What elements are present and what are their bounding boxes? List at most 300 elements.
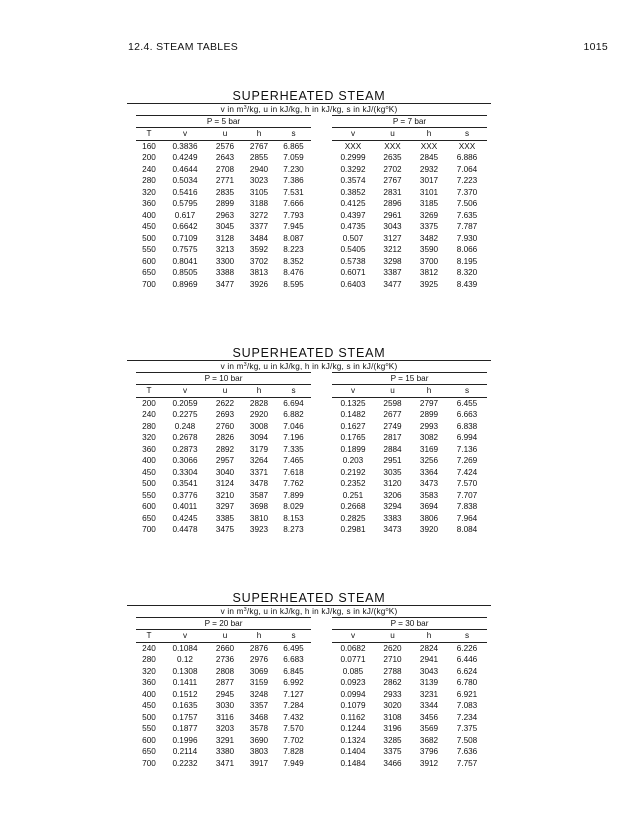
header-row [332, 385, 487, 397]
table-cell: 7.618 [283, 467, 304, 477]
units-superscript: o [385, 362, 389, 368]
table-cell: 7.465 [283, 456, 304, 465]
table-cell: 8.595 [283, 279, 304, 289]
table-cell: 0.2873 [172, 444, 198, 454]
table-cell: 2620 [383, 643, 402, 653]
table-cell: 7.335 [283, 444, 304, 454]
table-cell: 320 [142, 666, 156, 676]
table-title: SUPERHEATED STEAM [232, 346, 386, 360]
column-header: h [242, 385, 276, 397]
table-cell: 3159 [249, 678, 269, 687]
table-cell: 0.2999 [340, 153, 366, 162]
table-cell: 3920 [419, 525, 439, 534]
table-cell: 3212 [383, 245, 402, 254]
table-cell: 500 [142, 479, 156, 488]
table-cell: 3300 [215, 256, 235, 266]
table-cell: 7.424 [456, 467, 478, 477]
table-cell: 8.273 [283, 525, 304, 534]
table-cell: 3583 [419, 490, 439, 500]
table-cell: 3285 [383, 735, 402, 745]
table-cell: 3925 [419, 279, 439, 289]
table-cell: 3364 [419, 467, 439, 477]
table-cell: 3473 [419, 479, 439, 488]
data-table [136, 385, 311, 536]
table-cell: 320 [142, 433, 156, 442]
table-cell: 0.5405 [340, 245, 366, 254]
table-cell: 600 [142, 735, 156, 745]
table-cell: 3213 [215, 245, 235, 254]
table-row [332, 140, 487, 152]
table-cell: 3291 [215, 735, 235, 745]
column-header: u [208, 128, 242, 140]
table-cell: 3188 [249, 199, 269, 208]
table-cell: 6.838 [456, 421, 478, 431]
table-row [332, 677, 487, 689]
table-cell: 3387 [383, 268, 402, 277]
table-cell: 360 [142, 199, 156, 208]
table-cell: 550 [142, 724, 156, 733]
table-cell: 3477 [215, 279, 235, 289]
table-cell: 2828 [249, 398, 269, 408]
table-cell: 3912 [419, 758, 439, 768]
table-cell: 3017 [419, 176, 439, 185]
table-cell: 3813 [249, 268, 269, 277]
table-row [332, 746, 487, 758]
table-cell: 7.964 [456, 513, 478, 523]
table-cell: 0.4644 [172, 164, 198, 174]
table-cell: 7.762 [283, 479, 304, 488]
table-cell: 700 [142, 525, 156, 534]
table-row [136, 198, 311, 210]
table-row [332, 490, 487, 502]
table-cell: 3269 [419, 210, 439, 220]
table-cell: 6.992 [283, 678, 304, 687]
table-cell: 0.2678 [172, 433, 198, 442]
table-cell: 3926 [249, 279, 269, 289]
table-pair [127, 115, 491, 325]
table-cell: 2993 [419, 421, 439, 431]
column-header: v [332, 630, 374, 642]
table-row [332, 175, 487, 187]
column-header: s [447, 385, 487, 397]
table-cell: 7.375 [456, 724, 478, 733]
table-cell: 2951 [383, 456, 402, 465]
units-text: K) [388, 105, 398, 114]
table-cell: 3477 [383, 279, 402, 289]
column-header: T [136, 385, 162, 397]
table-cell: 3471 [215, 758, 235, 768]
table-cell: 0.3292 [340, 164, 366, 174]
table-cell: 3388 [215, 268, 235, 277]
column-header: v [332, 385, 374, 397]
table-row [136, 735, 311, 747]
table-cell: 8.223 [283, 245, 304, 254]
data-table [332, 128, 487, 290]
table-row [332, 164, 487, 176]
table-cell: 0.0682 [340, 643, 366, 653]
units-superscript: 3 [243, 105, 247, 111]
table-cell: 3108 [383, 712, 402, 722]
table-cell: 8.320 [456, 268, 478, 277]
column-header: h [411, 385, 447, 397]
table-cell: 400 [142, 210, 156, 220]
table-row [136, 279, 311, 291]
table-cell: 0.1079 [340, 701, 366, 710]
table-cell: 0.5034 [172, 176, 198, 185]
table-cell: 3264 [249, 456, 269, 465]
table-cell: 2892 [215, 444, 235, 454]
table-cell: 3923 [249, 525, 269, 534]
data-table [136, 630, 311, 769]
table-cell: 3020 [383, 701, 402, 710]
table-cell: 7.370 [456, 187, 478, 197]
table-cell: 6.994 [456, 433, 478, 442]
header-row [136, 385, 311, 397]
table-row [136, 467, 311, 479]
table-cell: 3375 [419, 222, 439, 231]
table-cell: 2710 [383, 655, 402, 664]
table-cell: 0.2192 [340, 467, 366, 477]
table-cell: 7.432 [283, 712, 304, 722]
table-row [136, 654, 311, 666]
units-text: K) [388, 362, 398, 371]
table-cell: 0.4397 [340, 210, 366, 220]
table-cell: 3578 [249, 724, 269, 733]
table-cell: 3385 [215, 513, 235, 523]
table-row [332, 256, 487, 268]
table-cell: 8.153 [283, 513, 304, 523]
table-cell: 3179 [249, 444, 269, 454]
table-cell: 6.446 [456, 655, 478, 664]
table-cell: 3694 [419, 502, 439, 511]
table-cell: 2855 [249, 153, 269, 162]
table-row [332, 409, 487, 421]
table-row [136, 490, 311, 502]
table-cell: 8.087 [283, 233, 304, 243]
table-cell: 7.506 [456, 199, 478, 208]
table-cell: 2945 [215, 689, 235, 699]
table-cell: 0.0994 [340, 689, 366, 699]
table-cell: 0.7109 [172, 233, 198, 243]
right-pressure-table [332, 372, 487, 536]
table-cell: 3256 [419, 456, 439, 465]
table-cell: XXX [420, 141, 438, 151]
table-row [332, 198, 487, 210]
table-row [136, 666, 311, 678]
table-row [136, 689, 311, 701]
table-pair [127, 617, 491, 827]
table-cell: 3700 [419, 256, 439, 266]
table-row [332, 279, 487, 291]
table-cell: 0.6071 [340, 268, 366, 277]
table-cell: 0.1635 [172, 701, 198, 710]
table-row [136, 444, 311, 456]
table-cell: 0.3776 [172, 490, 198, 500]
table-cell: 2957 [215, 456, 235, 465]
table-cell: 2693 [215, 410, 235, 419]
table-row [332, 455, 487, 467]
table-cell: 2767 [249, 141, 269, 151]
table-row [136, 210, 311, 222]
table-row [332, 700, 487, 712]
table-cell: 3812 [419, 268, 439, 277]
table-cell: 3203 [215, 724, 235, 733]
table-cell: 3690 [249, 735, 269, 745]
table-cell: 0.2668 [340, 502, 366, 511]
table-cell: 0.8505 [172, 268, 198, 277]
table-cell: 0.3574 [340, 176, 366, 185]
table-cell: 6.624 [456, 666, 478, 676]
table-row [136, 712, 311, 724]
column-header: T [136, 128, 162, 140]
table-cell: 2736 [215, 655, 235, 664]
table-row [136, 723, 311, 735]
units-caption [127, 361, 491, 372]
table-row [332, 444, 487, 456]
column-header: h [242, 630, 276, 642]
table-cell: 0.2352 [340, 479, 366, 488]
units-text: v in m [220, 105, 244, 114]
table-row [332, 689, 487, 701]
table-cell: 600 [142, 502, 156, 511]
table-cell: 6.780 [456, 678, 478, 687]
table-cell: 0.085 [342, 666, 364, 676]
units-superscript: 3 [243, 362, 247, 368]
table-cell: 650 [142, 747, 156, 756]
table-row [332, 712, 487, 724]
table-cell: 2598 [383, 398, 402, 408]
table-cell: 2933 [383, 689, 402, 699]
pressure-label: P = 15 bar [332, 372, 487, 385]
table-cell: 2808 [215, 666, 235, 676]
header-row [136, 128, 311, 140]
column-header: u [374, 385, 411, 397]
table-cell: 6.495 [283, 643, 304, 653]
table-cell: 3294 [383, 502, 402, 511]
table-cell: 0.1627 [340, 421, 366, 431]
table-cell: 0.6642 [172, 222, 198, 231]
table-row [332, 244, 487, 256]
table-cell: 400 [142, 689, 156, 699]
table-cell: 7.223 [456, 176, 478, 185]
table-cell: 0.1996 [172, 735, 198, 745]
table-cell: 2576 [215, 141, 235, 151]
table-row [332, 421, 487, 433]
table-row [136, 758, 311, 770]
table-cell: 7.508 [456, 735, 478, 745]
table-cell: 2677 [383, 410, 402, 419]
table-row [136, 677, 311, 689]
table-cell: 7.899 [283, 490, 304, 500]
table-cell: 8.066 [456, 245, 478, 254]
table-title: SUPERHEATED STEAM [232, 89, 386, 103]
table-cell: 2940 [249, 164, 269, 174]
table-cell: 2876 [249, 643, 269, 653]
table-cell: 0.1482 [340, 410, 366, 419]
table-row [136, 244, 311, 256]
table-cell: 3185 [419, 199, 439, 208]
table-cell: 3377 [249, 222, 269, 231]
table-cell: 0.251 [342, 490, 364, 500]
table-cell: 6.694 [283, 398, 304, 408]
table-row [332, 666, 487, 678]
table-cell: 2771 [215, 176, 235, 185]
table-row [332, 501, 487, 513]
table-row [332, 397, 487, 409]
table-row [332, 233, 487, 245]
table-cell: 3917 [249, 758, 269, 768]
table-cell: 3128 [215, 233, 235, 243]
table-cell: 0.1757 [172, 712, 198, 722]
table-cell: 7.234 [456, 712, 478, 722]
table-cell: 7.945 [283, 222, 304, 231]
table-cell: 3475 [215, 525, 235, 534]
table-cell: 0.5416 [172, 187, 198, 197]
pressure-label: P = 20 bar [136, 617, 311, 630]
table-cell: XXX [384, 141, 401, 151]
table-cell: 0.12 [177, 655, 193, 664]
table-cell: 6.845 [283, 666, 304, 676]
table-cell: 280 [142, 176, 156, 185]
pressure-label: P = 5 bar [136, 115, 311, 128]
table-cell: 400 [142, 456, 156, 465]
table-cell: 2941 [419, 655, 439, 664]
table-cell: 3101 [419, 187, 439, 197]
table-cell: 2884 [383, 444, 402, 454]
pressure-label: P = 30 bar [332, 617, 487, 630]
column-header: T [136, 630, 162, 642]
table-cell: 600 [142, 256, 156, 266]
table-cell: 3069 [249, 666, 269, 676]
table-cell: 0.203 [342, 456, 364, 465]
table-cell: 0.1877 [172, 724, 198, 733]
table-cell: 0.8041 [172, 256, 198, 266]
table-pair [127, 372, 491, 582]
table-cell: 7.838 [456, 502, 478, 511]
table-row [136, 524, 311, 536]
table-cell: 6.886 [456, 153, 478, 162]
table-cell: 7.269 [456, 456, 478, 465]
data-table [332, 385, 487, 536]
table-cell: 3120 [383, 479, 402, 488]
table-row [332, 524, 487, 536]
table-cell: 8.476 [283, 268, 304, 277]
table-cell: 0.617 [174, 210, 196, 220]
table-row [136, 478, 311, 490]
table-cell: 2797 [419, 398, 439, 408]
table-cell: 6.226 [456, 643, 478, 653]
left-pressure-table [136, 115, 311, 290]
table-title: SUPERHEATED STEAM [232, 591, 386, 605]
table-cell: 0.5795 [172, 199, 198, 208]
table-cell: 8.352 [283, 256, 304, 266]
table-cell: 3040 [215, 467, 235, 477]
units-text: v in m [220, 362, 244, 371]
column-header: s [447, 128, 487, 140]
header-row [332, 128, 487, 140]
table-cell: 3806 [419, 513, 439, 523]
table-cell: 2899 [419, 410, 439, 419]
table-row [332, 221, 487, 233]
table-cell: 7.793 [283, 210, 304, 220]
table-cell: 0.2825 [340, 513, 366, 523]
table-cell: 3105 [249, 187, 269, 197]
table-cell: 7.570 [283, 724, 304, 733]
data-table [136, 128, 311, 290]
table-row [332, 642, 487, 654]
table-cell: 2920 [249, 410, 269, 419]
table-cell: 0.1244 [340, 724, 366, 733]
table-row [136, 409, 311, 421]
table-cell: 7.570 [456, 479, 478, 488]
table-row [136, 233, 311, 245]
table-row [136, 501, 311, 513]
table-row [136, 175, 311, 187]
table-cell: 3698 [249, 502, 269, 511]
right-pressure-table [332, 617, 487, 769]
table-cell: 7.083 [456, 701, 478, 710]
table-cell: 3590 [419, 245, 439, 254]
table-cell: 0.2114 [172, 747, 198, 756]
table-cell: 6.683 [283, 655, 304, 664]
units-caption [127, 606, 491, 617]
table-cell: 7.230 [283, 164, 304, 174]
table-row [332, 513, 487, 525]
table-cell: 3094 [249, 433, 269, 442]
table-cell: 0.0771 [340, 655, 366, 664]
table-cell: 0.3066 [172, 456, 198, 465]
table-row [136, 152, 311, 164]
table-cell: 3482 [419, 233, 439, 243]
table-row [136, 164, 311, 176]
table-cell: 0.4735 [340, 222, 366, 231]
table-cell: 240 [142, 164, 156, 174]
table-row [136, 455, 311, 467]
table-cell: 0.3836 [172, 141, 198, 151]
column-header: u [374, 128, 411, 140]
table-cell: 3008 [249, 421, 269, 431]
table-cell: 3344 [419, 701, 439, 710]
units-text: /kg, u in kJ/kg, h in kJ/kg, s in kJ/(kg [246, 607, 386, 616]
table-cell: 0.1324 [340, 735, 366, 745]
table-row [136, 267, 311, 279]
table-cell: 3127 [383, 233, 402, 243]
column-header: u [208, 385, 242, 397]
table-cell: 3297 [215, 502, 235, 511]
table-cell: 8.439 [456, 279, 478, 289]
steam-table-block [127, 346, 491, 582]
table-row [332, 432, 487, 444]
table-cell: 7.136 [456, 444, 478, 454]
table-row [332, 210, 487, 222]
table-cell: 7.666 [283, 199, 304, 208]
table-cell: 0.0923 [340, 678, 366, 687]
data-table [332, 630, 487, 769]
table-cell: 3124 [215, 479, 235, 488]
table-cell: 2660 [215, 643, 235, 653]
table-cell: 3206 [383, 490, 402, 500]
table-cell: 3023 [249, 176, 269, 185]
table-cell: 200 [142, 398, 156, 408]
table-cell: 500 [142, 233, 156, 243]
table-cell: 7.386 [283, 176, 304, 185]
table-cell: 2826 [215, 433, 235, 442]
table-cell: 2817 [383, 433, 402, 442]
table-cell: 3468 [249, 712, 269, 722]
table-row [332, 758, 487, 770]
table-cell: 0.4125 [340, 199, 366, 208]
page-number: 1015 [583, 41, 608, 53]
